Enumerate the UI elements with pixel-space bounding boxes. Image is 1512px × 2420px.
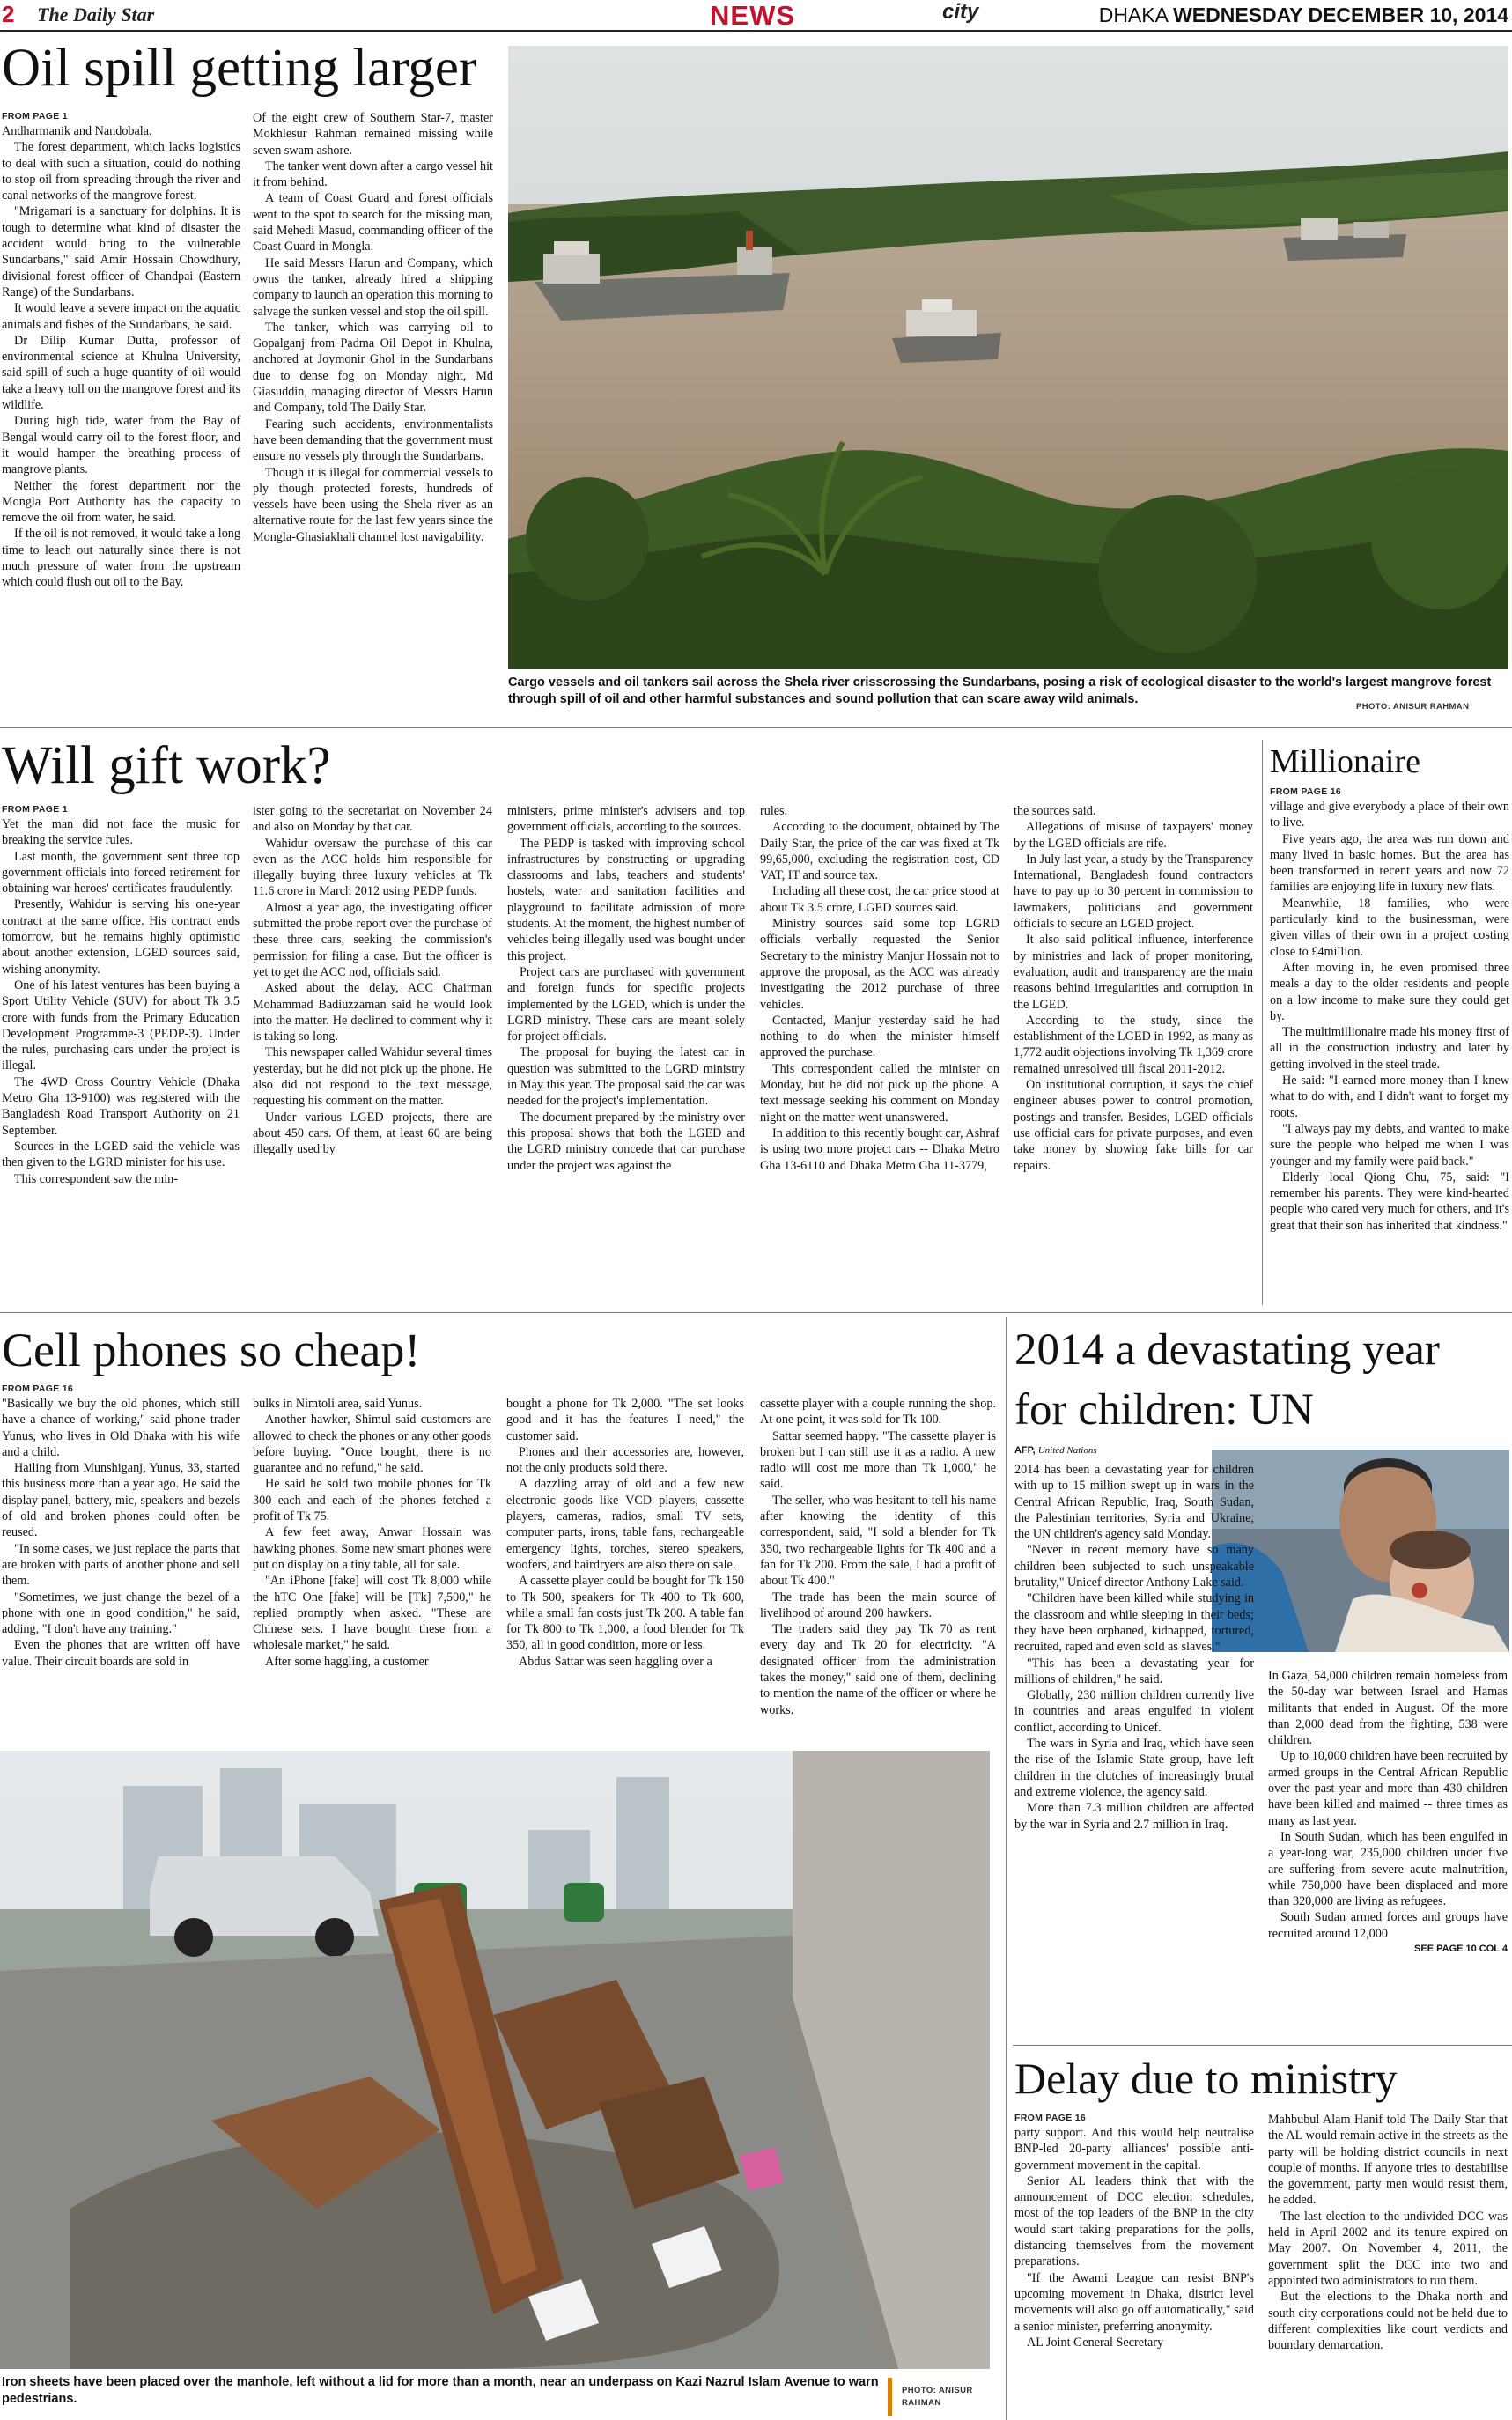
paragraph: Contacted, Manjur yesterday said he had nothing to do when the minister himself approved the purchase. (760, 1013, 999, 1060)
gift-col5-body (1014, 803, 1253, 1174)
paragraph: "Never in recent memory have so many children been subjected to such unspeakable brutality," Unicef director Anthony Lake said. (1014, 1543, 1254, 1590)
paragraph: Wahidur oversaw the purchase of this car even as the ACC holds him responsible for illegally buying three luxury vehicles at Tk 11.6 crore in March 2012 using PEDP funds. (253, 836, 492, 899)
manhole-iron-sheets-photo (0, 1751, 990, 2369)
gift-col1-body (2, 816, 240, 1187)
paragraph: Neither the forest department nor the Mongla Port Authority has the capacity to remove the oil from water, he said. (2, 478, 240, 526)
paragraph: "If the Awami League can resist BNP's upcoming movement in Dhaka, district level movements will also go off automatically," said a senior minister, preferring anonymity. (1014, 2270, 1254, 2334)
section-divider (1013, 2045, 1512, 2046)
paragraph: He said: "I earned more money than I knew what to do with, and I didn't want to forget my roots. (1270, 1074, 1509, 1120)
paragraph: Elderly local Qiong Chu, 75, said: "I remember his parents. They were kind-hearted people who cared very much for others, and it's great that their son has inherited that kindness." (1270, 1169, 1509, 1233)
dateline-date: WEDNESDAY DECEMBER 10, 2014 (1173, 4, 1508, 26)
paragraph: Up to 10,000 children have been recruited by armed groups in the Central African Republic over the past year and more than 430 children have been killed and maimed -- three times as many as last year. (1268, 1749, 1508, 1828)
paragraph: A team of Coast Guard and forest officials went to the spot to search for the missing man, said Mehedi Masud, commanding officer of the Coast Guard in Mongla. (253, 191, 493, 255)
paragraph: The document prepared by the ministry over this proposal shows that both the LGED and the LGRD ministry concede that car purchase under the project was against the (507, 1110, 745, 1173)
paragraph: village and give everybody a place of their own to live. (1270, 800, 1509, 830)
paragraph: A few feet away, Anwar Hossain was hawking phones. Some new smart phones were put on display on a tiny table, all for sale. (253, 1525, 491, 1572)
paragraph: Mahbubul Alam Hanif told The Daily Star that the AL would remain active in the streets as the party will be holding district councils in next couple of months. If anyone tries to destabilise the government, party men would resist them, he added. (1268, 2113, 1508, 2208)
oil-photo-credit: PHOTO: ANISUR RAHMAN (1356, 702, 1470, 712)
paragraph: Meanwhile, 18 families, who were particularly kind to the businessman, were given villas of their own in a project costing close to £4million. (1270, 896, 1509, 959)
from-page-label: FROM PAGE 16 (1014, 2113, 1087, 2123)
page-number: 2 (2, 1, 15, 27)
cell-column-2 (253, 1396, 491, 1744)
paragraph: "Sometimes, we just change the bezel of a phone with one in good condition," he said, adding, "I don't have any training." (2, 1590, 240, 1637)
paragraph: Sattar seemed happy. "The cassette player is broken but I can still use it as a radio. A new radio will cost me more than Tk 1,000," he said. (760, 1428, 996, 1492)
paragraph: After some haggling, a customer (265, 1654, 429, 1669)
paragraph: In Gaza, 54,000 children remain homeless from the 50-day war between Israel and Hamas militants that ended in August. Of the more than 2,000 dead from the fighting, 538 were children. (1268, 1669, 1508, 1748)
dateline-city: DHAKA (1098, 4, 1168, 26)
paragraph: According to the document, obtained by The Daily Star, the price of the car was fixed at Tk 99,65,000, excluding the registration cost, CD VAT, IT and source tax. (760, 820, 999, 883)
from-page-label: FROM PAGE 1 (2, 804, 68, 815)
paragraph: Abdus Sattar was seen haggling over a (519, 1654, 712, 1669)
paragraph: Five years ago, the area was run down and many lived in basic homes. But the area has been transformed in recent years and now 72 families are enjoying life in luxury new flats. (1270, 831, 1509, 895)
paragraph: Another hawker, Shimul said customers are allowed to check the phones or any other goods before buying. "Once bought, there is no guarantee and no refund," he said. (253, 1413, 491, 1476)
oil-photo-caption: Cargo vessels and oil tankers sail across the Shela river crisscrossing the Sundarbans, posing a risk of ecological disaster to the world's largest mangrove forest through spill of oil and other harmful substances and sound pollution that can scare away wild animals. (508, 675, 1492, 706)
children-col1-body (1014, 1462, 1254, 1833)
gift-headline: Will gift work? (2, 736, 331, 795)
paragraph: 2014 has been a devastating year for children with up to 15 million swept up in wars in the Central African Republic, Iraq, South Sudan, the Palestinian territories, Syria and Ukraine, the UN children's agency said Monday. (1014, 1463, 1254, 1542)
children-headline-line2: for children: UN (1014, 1385, 1314, 1435)
paragraph: The tanker, which was carrying oil to Gopalganj from Padma Oil Depot in Khulna, anchored at Joymonir Ghol in the Sundarbans due to dense fog on Monday night, Md Giasuddin, managing director of Messrs Harun and Company, told The Daily Star. (253, 320, 493, 416)
paragraph: Presently, Wahidur is serving his one-year contract at the same office. His contract ends tomorrow, but he remains highly optimistic about another extension, LGED sources said, wishing anonymity. (2, 897, 240, 977)
gift-col3-body (507, 803, 745, 1174)
children-column-1 (1014, 1462, 1254, 2033)
paragraph: Almost a year ago, the investigating officer submitted the probe report over the purchase of these three cars, seeking the commission's permission for filing a case. But the officer is yet to get the ACC nod, officials said. (253, 900, 492, 979)
section-divider (0, 727, 1512, 728)
paragraph: Andharmanik and Nandobala. (2, 124, 152, 138)
paragraph: Yet the man did not face the music for breaking the service rules. (2, 817, 240, 848)
paragraph: Under various LGED projects, there are about 450 cars. Of them, at least 60 are being illegally used by (253, 1110, 492, 1157)
paragraph: rules. (760, 804, 788, 818)
paragraph: A dazzling array of old and a few new electronic goods like VCD players, cassette players, cameras, radios, small TV sets, computer parts, irons, table fans, rechargeable emergency lights, torches, stereo speakers, woofers, and hairdryers are also there on sale. (506, 1477, 744, 1572)
paragraph: "In some cases, we just replace the parts that are broken with parts of another phone and sell them. (2, 1541, 240, 1589)
paragraph: This correspondent called the minister on Monday, but he did not pick up the phone. A text message seeking his comment on Monday night on the matter went unanswered. (760, 1061, 999, 1125)
oil-column-2 (253, 110, 493, 718)
paragraph: The proposal for buying the latest car in question was submitted to the LGRD ministry in May this year. The proposal said the car was needed for the project's implementation. (507, 1045, 745, 1109)
sundarbans-river-photo (508, 46, 1508, 669)
paragraph: Allegations of misuse of taxpayers' money by the LGED officials are rife. (1014, 820, 1253, 851)
paragraph: Fearing such accidents, environmentalists have been demanding that the government must ensure no vessels ply through the Sundarbans. (253, 417, 493, 464)
gift-col4-body (760, 803, 999, 1174)
paragraph: bulks in Nimtoli area, said Yunus. (253, 1397, 423, 1411)
paragraph: This correspondent saw the min- (14, 1171, 178, 1186)
paragraph: bought a phone for Tk 2,000. "The set looks good and it has the features I need," the customer said. (506, 1397, 744, 1443)
paragraph: The trade has been the main source of livelihood of around 200 hawkers. (760, 1590, 996, 1620)
paragraph: After moving in, he even promised three meals a day to the older residents and people on a low income to make sure they could get by. (1270, 960, 1509, 1023)
paragraph: If the oil is not removed, it would take a long time to leach out naturally since there is not much pressure of water from the upstream which could flush out oil to the Bay. (2, 527, 240, 590)
paragraph: According to the study, since the establishment of the LGED in 1992, as many as 1,772 audit objections involving Tk 1,369 crore remained unresolved till fiscal 2011-2012. (1014, 1013, 1253, 1076)
paragraph: Asked about the delay, ACC Chairman Mohammad Badiuzzaman said he would look into the matter. He declined to comment why it is taking so long. (253, 981, 492, 1044)
millionaire-headline: Millionaire (1270, 743, 1420, 780)
paragraph: ministers, prime minister's advisers and top government officials, according to the sources. (507, 804, 745, 835)
millionaire-column (1270, 786, 1509, 1301)
cell-headline: Cell phones so cheap! (2, 1324, 421, 1376)
paragraph: Of the eight crew of Southern Star-7, master Mokhlesur Rahman remained missing while seven swam ashore. (253, 111, 493, 158)
from-page-label: FROM PAGE 1 (2, 111, 68, 122)
cell-col3-body (506, 1396, 744, 1670)
cell-column-1 (2, 1383, 240, 1744)
paragraph: Ministry sources said some top LGRD officials verbally requested the Senior Secretary to the ministry Manjur Hossain not to approve the proposal, as the ACC was already investigating the 2012 purchase of three vehicles. (760, 917, 999, 1012)
from-page-label: FROM PAGE 16 (2, 1383, 74, 1394)
delay-column-2 (1268, 2112, 1508, 2416)
section-title: NEWS (710, 0, 795, 31)
paragraph: "Children have been killed while studying in the classroom and while sleeping in their beds; they have been orphaned, kidnapped, tortured, recruited, raped and even sold as slaves." (1014, 1591, 1254, 1655)
paragraph: party support. And this would help neutralise BNP-led 20-party alliances' possible anti-government movement in the capital. (1014, 2126, 1254, 2173)
paragraph: He said Messrs Harun and Company, which owns the tanker, already hired a shipping company to launch an operation this morning to salvage the sunken vessel and stop the oil spill. (253, 255, 493, 319)
paragraph: ister going to the secretariat on November 24 and also on Monday by that car. (253, 804, 492, 835)
delay-headline: Delay due to ministry (1014, 2054, 1398, 2103)
children-column-2 (1268, 1668, 1508, 2041)
paragraph: "Mrigamari is a sanctuary for dolphins. It is tough to determine what kind of disaster the accident would bring to the vulnerable Sundarbans," said Amir Hossain Chowdhury, divisional forest officer of Chandpai (Eastern Range) of the Sundarbans. (2, 204, 240, 299)
paragraph: In addition to this recently bought car, Ashraf is using two more project cars -- Dhaka Metro Gha 13-6110 and Dhaka Metro Gha 11-3779, (760, 1125, 999, 1173)
paragraph: The last election to the undivided DCC was held in April 2002 and its tenure expired on May 2007. On November 4, 2011, the government split the DCC into two and appointed two administrators to run them. (1268, 2209, 1508, 2288)
paragraph: Last month, the government sent three top government officials into forced retirement for obtaining war heroes' certificates fraudulently. (2, 849, 240, 896)
paragraph: The forest department, which lacks logistics to deal with such a situation, could do nothing to stop oil from spreading through the river and canal networks of the mangrove forest. (2, 140, 240, 203)
paragraph: Though it is illegal for commercial vessels to ply though protected forests, hundreds of vessels have been using the Shela river as an alternative route for the last few years since the Mongla-Ghasiakhali channel lost navigability. (253, 465, 493, 544)
paragraph: In July last year, a study by the Transparency International, Bangladesh found contractors have to pay up to 30 percent in commission to lawmakers, politicians and government officials to secure an LGED project. (1014, 852, 1253, 932)
paragraph: But the elections to the Dhaka north and south city corporations could not be held due to different complexities like court verdicts and boundary demarcation. (1268, 2290, 1508, 2353)
manhole-photo-illustration (0, 1751, 990, 2369)
river-photo-illustration (508, 46, 1508, 669)
paragraph: "This has been a devastating year for millions of children," he said. (1014, 1656, 1254, 1686)
paragraph: "An iPhone [fake] will cost Tk 8,000 while the hTC One [fake] will be [Tk] 7,500," he replied promptly when asked. "These are Chinese sets. I have bought these from a wholesale market," he said. (253, 1574, 491, 1653)
paragraph: Globally, 230 million children currently live in countries and areas engulfed in violent conflict, according to Unicef. (1014, 1688, 1254, 1735)
cell-column-4 (760, 1396, 996, 1744)
cell-column-3 (506, 1396, 744, 1744)
paragraph: Dr Dilip Kumar Dutta, professor of environmental science at Khulna University, said spill of such a huge quantity of oil would take a heavy toll on the mangrove forest and its wildlife. (2, 333, 240, 413)
paragraph: cassette player with a couple running the shop. At one point, it was sold for Tk 100. (760, 1397, 996, 1428)
section-divider (0, 1312, 1512, 1313)
children-byline (1014, 1445, 1097, 1456)
paragraph: Senior AL leaders think that with the announcement of DCC election schedules, most of the top leaders of the BNP in the city would start taking preparations for the polls, distancing themselves from the movement preparations. (1014, 2173, 1254, 2269)
paragraph: Project cars are purchased with government and foreign funds for specific projects implemented by the LGED, which is under the LGRD ministry. These cars are meant solely for project officials. (507, 964, 745, 1044)
gift-column-5 (1014, 803, 1253, 1301)
paragraph: In South Sudan, which has been engulfed in a year-long war, 235,000 children under five are suffering from severe acute malnutrition, while 750,000 have been displaced and more than 320,000 are living as refugees. (1268, 1829, 1508, 1909)
see-page-jump: SEE PAGE 10 COL 4 (1414, 1944, 1508, 1955)
paragraph: The tanker went down after a cargo vessel hit it from behind. (253, 159, 493, 190)
credit-accent-bar (888, 2378, 892, 2416)
paragraph: Sources in the LGED said the vehicle was then given to the LGRD minister for his use. (2, 1139, 240, 1170)
paragraph: On institutional corruption, it says the chief engineer abuses power to control promotion, postings and transfer. Besides, LGED officials use official cars for private purposes, and even take money by showing fake bills for car repairs. (1014, 1078, 1253, 1173)
paragraph: This newspaper called Wahidur several times yesterday, but he did not pick up the phone. He also did not respond to the text message, requesting his comment on the matter. (253, 1045, 492, 1109)
paragraph: Including all these cost, the car price stood at about Tk 3.5 crore, LGED sources said. (760, 884, 999, 915)
cell-col1-body (2, 1396, 240, 1670)
paper-name: The Daily Star (37, 4, 155, 26)
column-divider (1006, 1317, 1007, 2420)
oil-column-1 (2, 110, 240, 718)
cell-col4-body (760, 1396, 996, 1718)
millionaire-body (1270, 799, 1509, 1234)
gift-column-3 (507, 803, 745, 1301)
paragraph: The wars in Syria and Iraq, which have seen the rise of the Islamic State group, have left children in the clutches of increasingly brutal and extreme violence, the agency said. (1014, 1737, 1254, 1799)
paragraph: Hailing from Munshiganj, Yunus, 33, started this business more than a year ago. He said the display panel, battery, mic, speakers and bezels of old and broken phones could often be reused. (2, 1461, 240, 1540)
delay-col1-body (1014, 2125, 1254, 2350)
paragraph: Even the phones that are written off have value. Their circuit boards are sold in (2, 1638, 240, 1669)
gift-col2-body (253, 803, 492, 1158)
delay-column-1 (1014, 2112, 1254, 2416)
gift-column-1 (2, 803, 240, 1301)
from-page-label: FROM PAGE 16 (1270, 786, 1342, 797)
oil-col2-body (253, 110, 493, 545)
paragraph: The multimillionaire made his money first of all in the construction industry and later by getting involved in the steel trade. (1270, 1025, 1509, 1072)
paragraph: The 4WD Cross Country Vehicle (Dhaka Metro Gha 13-9100) was registered with the Bangladesh Road Transport Authority on 21 September. (2, 1074, 240, 1138)
paragraph: South Sudan armed forces and groups have recruited around 12,000 (1268, 1910, 1508, 1941)
oil-headline: Oil spill getting larger (2, 39, 477, 98)
paragraph: A cassette player could be bought for Tk 150 to Tk 500, speakers for Tk 400 to Tk 600, while a small fan costs just Tk 200. A table fan for Tk 800 to Tk 1,000, a food blender for Tk 350, all in good condition, more or less. (506, 1574, 744, 1653)
paragraph: "Basically we buy the old phones, which still have a chance of working," said phone trader Yunus, who lives in Old Dhaka with his wife and a child. (2, 1397, 240, 1459)
paragraph: AL Joint General Secretary (1027, 2335, 1164, 2350)
gift-column-2 (253, 803, 492, 1301)
paragraph: It would leave a severe impact on the aquatic animals and fishes of the Sundarbans, he said. (2, 301, 240, 332)
paragraph: More than 7.3 million children are affected by the war in Syria and 2.7 million in Iraq. (1014, 1801, 1254, 1832)
subsection-title: city (942, 0, 979, 24)
paragraph: the sources said. (1014, 804, 1096, 818)
paragraph: The seller, who was hesitant to tell his name after knowing the identity of this correspondent, said, "I sold a blender for Tk 350, two rechargeable lights for Tk 400 and a fan for Tk 200. From the sale, I had a profit of about Tk 400." (760, 1493, 996, 1589)
agency-label: AFP, (1014, 1445, 1036, 1456)
paragraph: One of his latest ventures has been buying a Sport Utility Vehicle (SUV) for about Tk 3.5 crore with funds from the Primary Education Development Programme-3 (PEDP-3). Under the rules, purchasing cars under the project is illegal. (2, 978, 240, 1074)
dateline (1099, 4, 1508, 27)
children-headline-line1: 2014 a devastating year (1014, 1325, 1440, 1375)
paragraph: Phones and their accessories are, however, not the only products sold there. (506, 1444, 744, 1476)
paragraph: During high tide, water from the Bay of Bengal would carry oil to the forest floor, and it would hamper the breathing process of mangrove plants. (2, 414, 240, 477)
manhole-photo-caption: Iron sheets have been placed over the manhole, left without a lid for more than a month, near an underpass on Kazi Nazrul Islam Avenue to warn pedestrians. (2, 2375, 879, 2406)
gift-column-4 (760, 803, 999, 1301)
paragraph: "I always pay my debts, and wanted to make sure the people who helped me when I was younger and my family were paid back." (1270, 1121, 1509, 1169)
column-divider (1262, 740, 1263, 1305)
paragraph: The traders said they pay Tk 70 as rent every day and Tk 20 for electricity. "A designated officer from the administration takes the money," said one of them, declining to mention the name of the officer or where he works. (760, 1622, 996, 1717)
paragraph: The PEDP is tasked with improving school infrastructures by constructing or upgrading classrooms and labs, teachers and students' hostels, water and sanitation facilities and playground to facilitate admission of more students. At the moment, the highest number of vehicles being illegally used was bought under this project. (507, 836, 745, 963)
dateline-place: United Nations (1037, 1445, 1097, 1456)
paragraph: It also said political influence, interference by ministries and lack of proper monitoring, evaluation, audit and transparency are the main reasons behind irregularities and corruption in the LGED. (1014, 933, 1253, 1012)
delay-col2-body (1268, 2112, 1508, 2353)
cell-col2-body (253, 1396, 491, 1670)
paragraph: He said he sold two mobile phones for Tk 300 each and each of the phones fetched a profit of Tk 75. (253, 1477, 491, 1524)
children-col2-body (1268, 1668, 1508, 1942)
masthead (0, 0, 1512, 32)
manhole-photo-credit: PHOTO: ANISUR RAHMAN (902, 2386, 973, 2408)
child-photo-illustration (1212, 1450, 1509, 1652)
child-with-father-photo (1212, 1450, 1509, 1652)
oil-col1-body (2, 123, 240, 591)
